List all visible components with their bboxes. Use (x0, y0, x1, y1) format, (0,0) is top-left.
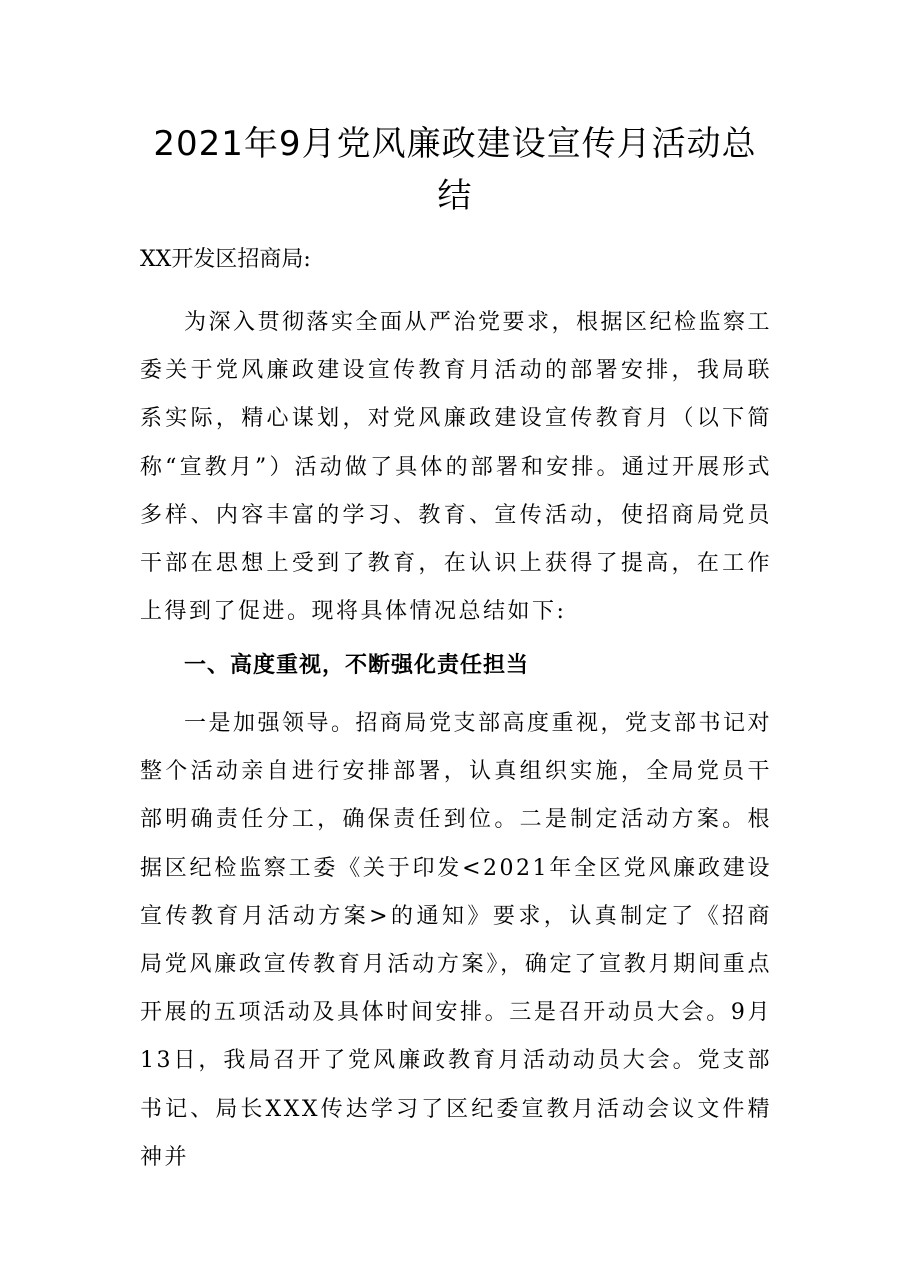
intro-paragraph: 为深入贯彻落实全面从严治党要求，根据区纪检监察工委关于党风廉政建设宣传教育月活动的部署安排，我局联系实际，精心谋划，对党风廉政建设宣传教育月（以下简称“宣教月”）活动做了具体的部署和安排。通过开展形式多样、内容丰富的学习、教育、宣传活动，使招商局党员干部在思想上受到了教育，在认识上获得了提高，在工作上得到了促进。现将具体情况总结如下: (140, 310, 773, 625)
section-heading: 一、高度重视，不断强化责任担当 (184, 653, 530, 678)
body-paragraph: 一是加强领导。招商局党支部高度重视，党支部书记对整个活动亲自进行安排部署，认真组织实施，全局党员干部明确责任分工，确保责任到位。二是制定活动方案。根据区纪检监察工委《关于印发<2021年全区党风廉政建设宣传教育月活动方案>的通知》要求，认真制定了《招商局党风廉政宣传教育月活动方案》，确定了宣教月期间重点开展的五项活动及具体时间安排。三是召开动员大会。9月13日，我局召开了党风廉政教育月活动动员大会。党支部书记、局长XXX传达学习了区纪委宣教月活动会议文件精神并 (140, 711, 773, 1170)
document-title: 2021年9月党风廉政建设宣传月活动总结 (153, 124, 757, 216)
addressee-line: XX开发区招商局: (140, 247, 311, 272)
